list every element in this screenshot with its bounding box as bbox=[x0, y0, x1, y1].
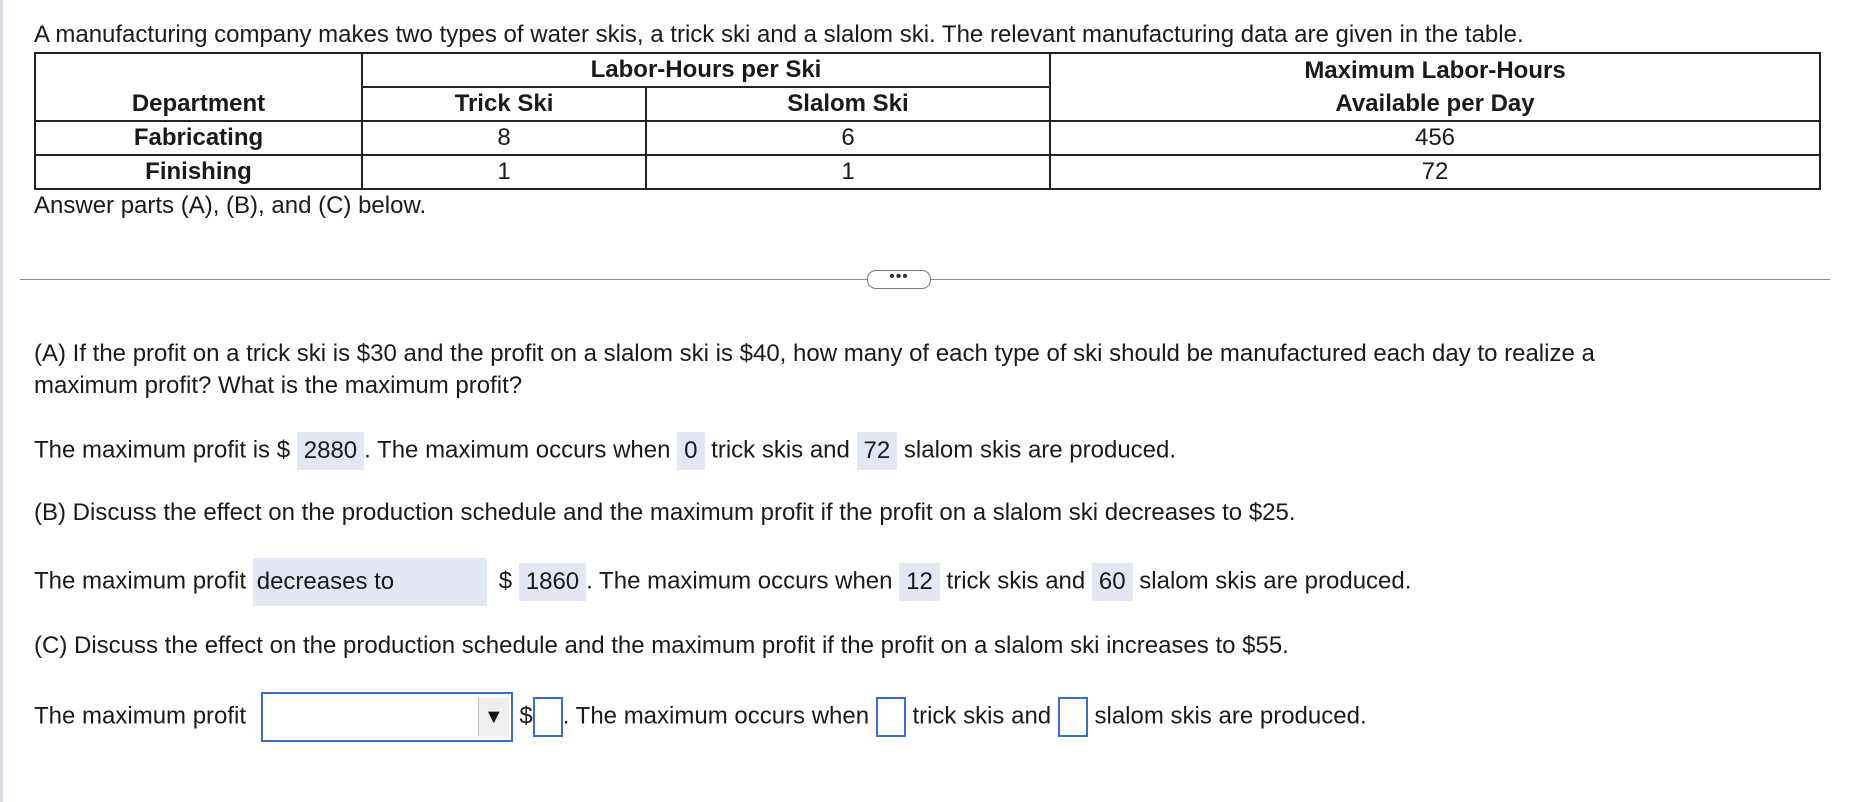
part-a-text-2: . The maximum occurs when bbox=[364, 436, 671, 464]
part-a-trick-answer[interactable]: 0 bbox=[677, 432, 704, 470]
part-b-question: (B) Discuss the effect on the production schedule and the maximum profit if the profit on a slalom ski decreases to $25. bbox=[34, 499, 1296, 526]
part-a-question-line1: (A) If the profit on a trick ski is $30 and the profit on a slalom ski is $40, how many of each type of ski should be manufactured each day to realize a bbox=[34, 340, 1595, 367]
part-a-text-3: trick skis and bbox=[711, 436, 850, 464]
problem-intro: A manufacturing company makes two types of water skis, a trick ski and a slalom ski. The relevant manufacturing data are given in the table. bbox=[34, 21, 1524, 48]
part-c-dollar: $ bbox=[519, 702, 533, 730]
instructions-text: Answer parts (A), (B), and (C) below. bbox=[34, 192, 427, 219]
more-options-button[interactable]: ••• bbox=[867, 270, 931, 289]
slalom-ski-header: Slalom Ski bbox=[646, 87, 1050, 121]
part-b-slalom-answer[interactable]: 60 bbox=[1092, 563, 1133, 601]
part-c-question: (C) Discuss the effect on the production schedule and the maximum profit if the profit on a slalom ski increases to $55. bbox=[34, 632, 1289, 659]
trick-ski-header: Trick Ski bbox=[362, 87, 646, 121]
trick-cell: 8 bbox=[362, 121, 646, 155]
header-blank-cell bbox=[35, 53, 362, 87]
part-c-text-3: trick skis and bbox=[912, 702, 1052, 730]
department-header: Department bbox=[35, 87, 362, 121]
part-a-question-line2: maximum profit? What is the maximum profit? bbox=[34, 372, 523, 399]
part-c-answer-line bbox=[34, 692, 1367, 742]
left-edge-bar bbox=[0, 0, 3, 802]
part-c-trick-input[interactable] bbox=[876, 697, 906, 737]
part-b-text-2: . The maximum occurs when bbox=[586, 567, 893, 595]
part-c-slalom-input[interactable] bbox=[1058, 697, 1088, 737]
part-c-text-4: slalom skis are produced. bbox=[1094, 702, 1367, 730]
manufacturing-data-table bbox=[34, 52, 1821, 190]
part-b-profit-answer[interactable]: 1860 bbox=[519, 563, 586, 601]
max-cell: 72 bbox=[1050, 155, 1820, 189]
part-b-text-3: trick skis and bbox=[946, 567, 1086, 595]
part-a-text-4: slalom skis are produced. bbox=[903, 436, 1177, 464]
max-hours-header-line2: Available per Day bbox=[1050, 87, 1820, 121]
dropdown-arrow-icon[interactable]: ▼ bbox=[478, 698, 509, 736]
part-b-text-1: The maximum profit bbox=[34, 567, 247, 595]
part-a-answer-line bbox=[34, 432, 1176, 470]
max-cell: 456 bbox=[1050, 121, 1820, 155]
part-c-text-2: . The maximum occurs when bbox=[562, 702, 870, 730]
table-row bbox=[35, 121, 1820, 155]
part-a-text-1: The maximum profit is $ bbox=[34, 436, 291, 464]
part-a-slalom-answer[interactable]: 72 bbox=[857, 432, 898, 470]
part-c-text-1: The maximum profit bbox=[34, 702, 247, 730]
max-hours-header-line1: Maximum Labor-Hours bbox=[1050, 53, 1820, 87]
part-a-profit-answer[interactable]: 2880 bbox=[297, 432, 364, 470]
part-b-trick-answer[interactable]: 12 bbox=[899, 563, 940, 601]
department-cell: Finishing bbox=[35, 155, 362, 189]
table-header-row-1 bbox=[35, 53, 1820, 87]
slalom-cell: 6 bbox=[646, 121, 1050, 155]
trick-cell: 1 bbox=[362, 155, 646, 189]
table-header-row-2 bbox=[35, 87, 1820, 121]
slalom-cell: 1 bbox=[646, 155, 1050, 189]
part-c-profit-input[interactable] bbox=[533, 697, 563, 737]
department-cell: Fabricating bbox=[35, 121, 362, 155]
part-b-answer-line bbox=[34, 558, 1411, 606]
part-b-text-4: slalom skis are produced. bbox=[1139, 567, 1412, 595]
part-b-dollar: $ bbox=[498, 567, 513, 595]
part-c-change-select[interactable] bbox=[261, 692, 513, 742]
labor-hours-group-header: Labor-Hours per Ski bbox=[362, 53, 1050, 87]
table-row bbox=[35, 155, 1820, 189]
part-b-change-answer[interactable]: decreases to bbox=[253, 558, 487, 606]
